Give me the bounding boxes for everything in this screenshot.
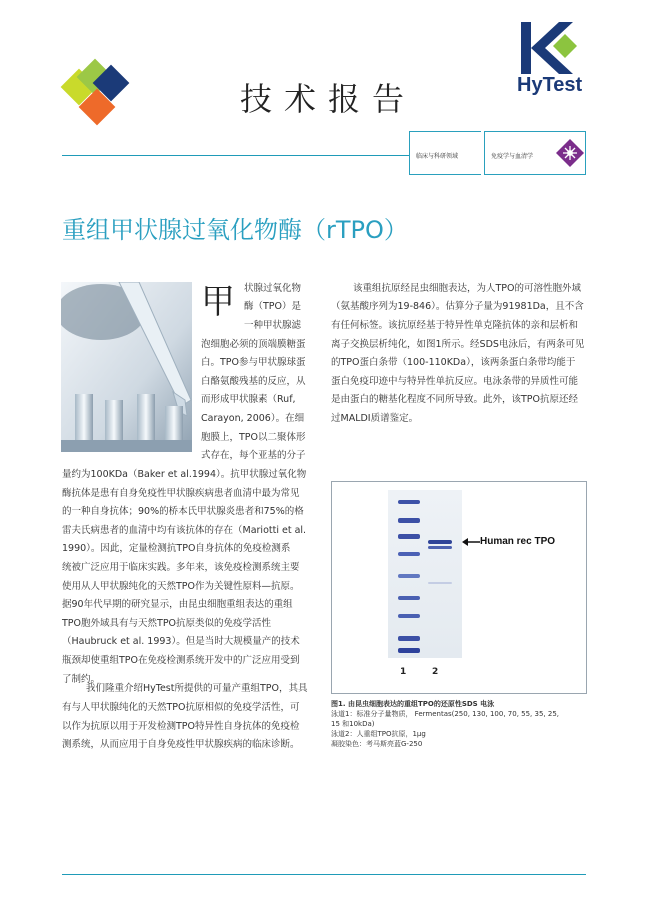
lane-label-2: 2 xyxy=(432,667,439,677)
header-divider xyxy=(62,155,410,156)
col1-line: 以作为抗原以用于开发检测TPO特异性自身抗体的免疫检 xyxy=(62,721,300,732)
col1-line: 雷夫氏病患者的血清中均有该抗体的存在（Mariotti et al. xyxy=(62,525,307,536)
sample-band-100 xyxy=(428,546,452,549)
lab-photo xyxy=(61,282,192,452)
tag-clinical-label: 临床与科研领域 xyxy=(416,153,459,160)
col2-line: 有任何标签。该抗原经基于特异性单克隆抗体的亲和层析和 xyxy=(331,320,579,331)
lane1-markers xyxy=(398,490,420,658)
marker-band-250 xyxy=(398,500,420,504)
marker-band-55 xyxy=(398,574,420,578)
marker-band-130 xyxy=(398,518,420,523)
hytest-logo xyxy=(515,18,587,104)
col1-line: 白。TPO参与甲状腺球蛋 xyxy=(201,357,306,368)
footer-divider xyxy=(62,874,586,875)
col2-line: 该重组抗原经昆虫细胞表达，为人TPO的可溶性胞外域 xyxy=(353,283,582,294)
lane2-sample xyxy=(428,490,452,658)
gel-figure xyxy=(331,481,587,694)
col2-line: （氨基酸序列为19-846）。估算分子量为91981Da，且不含 xyxy=(331,301,584,312)
caption-line: 15 和10kDa) xyxy=(331,720,375,728)
col1-line: 了制约。 xyxy=(62,674,101,685)
main-title: 重组甲状腺过氧化物酶（rTPO） xyxy=(62,216,408,244)
col1-line: 白酪氨酸残基的反应，从 xyxy=(201,376,306,387)
col1-line: 1990）。因此，定量检测抗TPO自身抗体的免疫检测系 xyxy=(62,543,291,554)
corner-decoration xyxy=(60,58,140,142)
col1-line: 测系统，从而应用于自身免疫性甲状腺疾病的临床诊断。 xyxy=(62,739,300,750)
col2-line: 离子交换层析纯化，如图1所示。经SDS电泳后，有两条可见 xyxy=(331,339,585,350)
col1-line: 有与人甲状腺纯化的天然TPO抗原相似的免疫学活性，可 xyxy=(62,702,300,713)
marker-band-35 xyxy=(398,596,420,600)
col1-line: 量约为100KDa（Baker et al.1994）。抗甲状腺过氧化物 xyxy=(62,469,307,480)
arrow-left-icon xyxy=(462,537,480,547)
sample-band-faint xyxy=(428,582,452,584)
col1-line: 我们隆重介绍HyTest所提供的可量产重组TPO，其具 xyxy=(86,683,308,694)
lane-label-1: 1 xyxy=(400,667,407,677)
col1-line: 一种甲状腺滤 xyxy=(244,320,302,331)
sample-band-110 xyxy=(428,540,452,544)
col1-line: 式存在，每个亚基的分子 xyxy=(201,450,306,461)
arrow-label: Human rec TPO xyxy=(480,536,556,547)
tag-clinical xyxy=(409,131,481,175)
tag-immunology-label: 免疫学与血清学 xyxy=(491,153,534,160)
col1-line: TPO胞外域具有与天然TPO抗原类似的免疫学活性 xyxy=(62,618,272,629)
col1-line: 泡细胞必须的顶端膜糖蛋 xyxy=(201,339,306,350)
marker-band-15 xyxy=(398,636,420,641)
caption-line: 泳道1：标准分子量物质， Fermentas(250, 130, 100, 70, 55, 35, 25, xyxy=(331,710,559,718)
col1-line: 胞膜上，TPO以二聚体形 xyxy=(201,432,306,443)
col1-line: Carayon, 2006）。在细 xyxy=(201,413,305,424)
caption-line: 泳道2：人重组TPO抗原，1μg xyxy=(331,730,426,738)
col1-line: 使用从人甲状腺纯化的天然TPO作为关键性原料—抗原。 xyxy=(62,581,300,592)
gel-image xyxy=(388,490,462,658)
tag-immunology xyxy=(484,131,586,175)
marker-band-25 xyxy=(398,614,420,618)
brand-name: HyTest xyxy=(517,74,583,96)
report-title: 技术报告 xyxy=(240,80,417,118)
col1-line: 的一种自身抗体；90%的桥本氏甲状腺炎患者和75%的格 xyxy=(62,506,304,517)
col1-line: 而形成甲状腺素（Ruf, xyxy=(201,394,296,405)
drop-cap: 甲 xyxy=(201,282,235,322)
caption-line: 图1. 由昆虫细胞表达的重组TPO的还原性SDS 电泳 xyxy=(331,700,495,708)
col1-line: 据90年代早期的研究显示，由昆虫细胞重组表达的重组 xyxy=(62,599,293,610)
hytest-logo-mark xyxy=(515,18,587,78)
col2-line: 蛋白免疫印迹中与特异性单抗反应。电泳条带的异质性可能 xyxy=(331,376,579,387)
col2-line: 过MALDI质谱鉴定。 xyxy=(331,413,419,424)
marker-band-70 xyxy=(398,552,420,556)
col2-line: 的TPO蛋白条带（100-110KDa），该两条蛋白条带均能于 xyxy=(331,357,576,368)
immunology-icon xyxy=(555,138,585,168)
col2-line: 是由蛋白的糖基化程度不同所导致。此外，该TPO抗原还经 xyxy=(331,394,579,405)
col1-line: 酶抗体是患有自身免疫性甲状腺疾病患者血清中最为常见 xyxy=(62,488,300,499)
col1-line: （Haubruck et al. 1993）。但是当时大规模量产的技术 xyxy=(62,636,300,647)
marker-band-100 xyxy=(398,534,420,539)
col1-line: 统被广泛应用于临床实践。多年来，该免疫检测系统主要 xyxy=(62,562,300,573)
col1-line: 瓶颈却使重组TPO在免疫检测系统开发中的广泛应用受到 xyxy=(62,655,300,666)
col1-line: 酶（TPO）是 xyxy=(244,301,302,312)
caption-line: 凝胶染色：考马斯亮蓝G-250 xyxy=(331,740,423,748)
marker-band-10 xyxy=(398,648,420,653)
col1-line: 状腺过氧化物 xyxy=(244,283,302,294)
